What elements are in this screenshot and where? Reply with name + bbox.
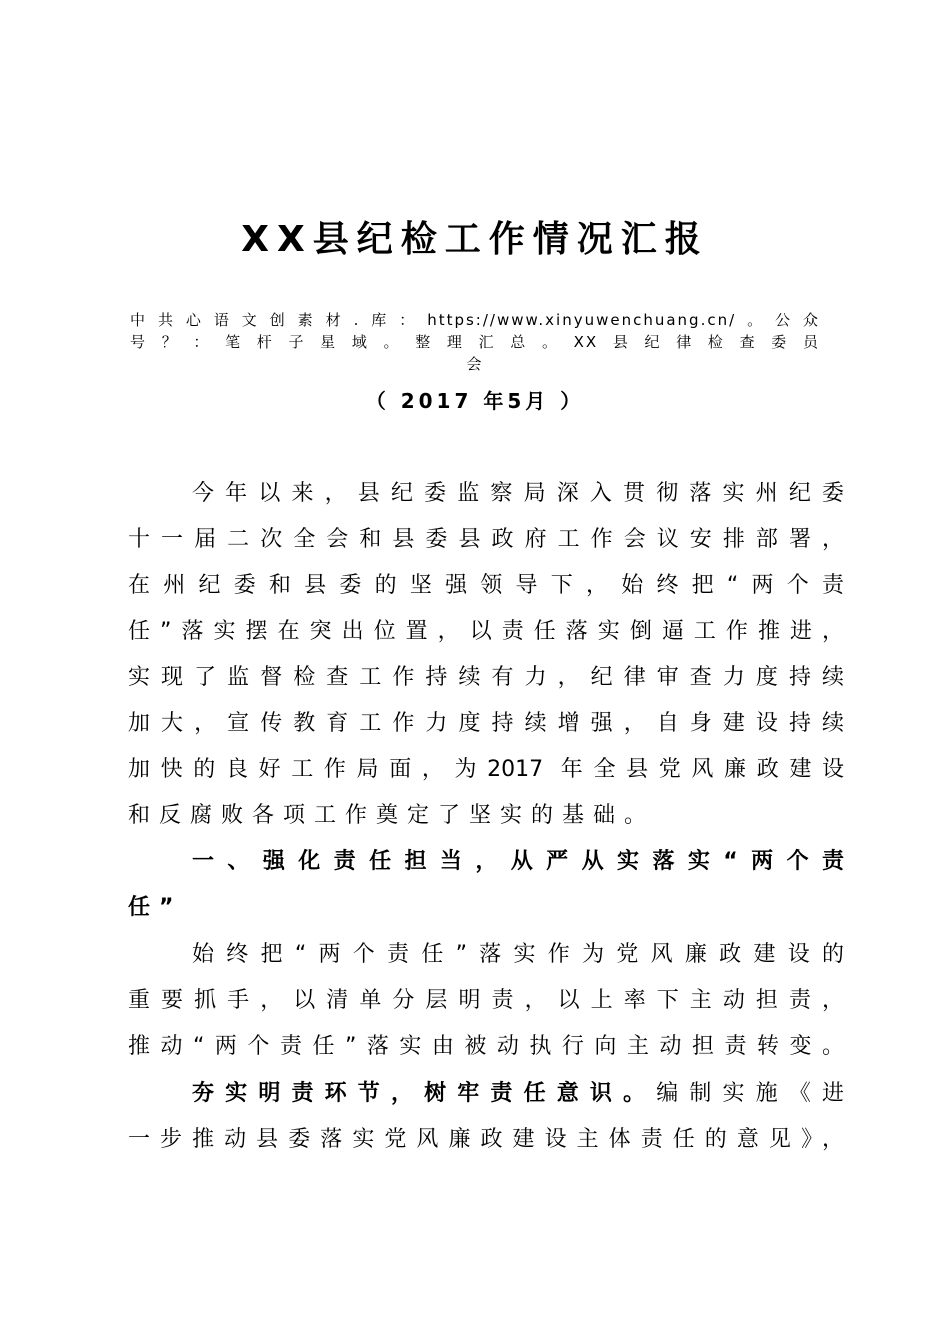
source-line-1: 中共心语文创素材.库：https://www.xinyuwenchuang.cn/。公众 [130,311,820,329]
source-line-2: 号？：笔杆子星域。整理汇总。XX县纪律检查委员 [130,333,820,351]
body-line: 和反腐败各项工作奠定了坚实的基础。 [128,803,656,828]
body-line: 重要抓手，以清单分层明责，以上率下主动担责， [128,988,844,1013]
subheading-rest: 编制实施《进 [656,1081,844,1106]
body-line: 十一届二次全会和县委县政府工作会议安排部署， [128,527,844,552]
source-line-3: 会 [466,355,484,373]
document-title: XX县纪检工作情况汇报 [241,219,709,260]
body-line: 加快的良好工作局面，为2017 年全县党风廉政建设 [128,757,844,782]
body-line: 推动“两个责任”落实由被动执行向主动担责转变。 [128,1034,844,1059]
document-date: （ 2017 年5月 ） [365,389,585,413]
body-line: 任”落实摆在突出位置，以责任落实倒逼工作推进， [128,619,844,644]
body-line: 加大，宣传教育工作力度持续增强，自身建设持续 [128,711,844,736]
body-line: 一步推动县委落实党风廉政建设主体责任的意见》， [128,1127,844,1152]
section-heading-1: 一、强化责任担当，从严从实落实“两个责 [192,849,844,874]
subheading-bold: 夯实明责环节，树牢责任意识。 [192,1081,657,1106]
body-line: 始终把“两个责任”落实作为党风廉政建设的 [192,942,844,967]
subheading-line [192,1071,844,1117]
section-heading-1-cont: 任” [128,895,183,920]
body-line: 在州纪委和县委的坚强领导下，始终把“两个责 [128,573,844,598]
body-line: 实现了监督检查工作持续有力，纪律审查力度持续 [128,665,844,690]
body-line: 今年以来，县纪委监察局深入贯彻落实州纪委 [192,481,844,506]
